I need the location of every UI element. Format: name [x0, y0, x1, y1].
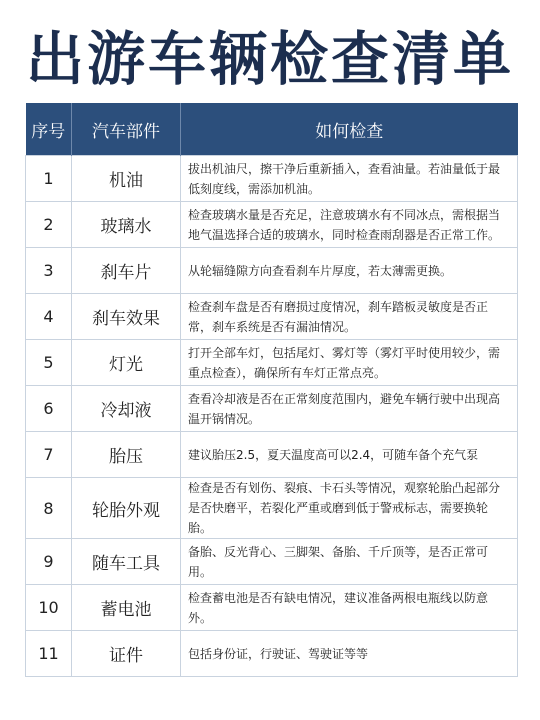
row-part: 轮胎外观 — [72, 478, 181, 539]
table-row — [26, 294, 518, 340]
row-part: 蓄电池 — [72, 585, 181, 631]
checklist-table-container — [25, 103, 517, 677]
row-how: 检查蓄电池是否有缺电情况，建议准备两根电瓶线以防意外。 — [181, 585, 518, 631]
row-index: 1 — [26, 156, 72, 202]
header-index: 序号 — [26, 103, 72, 156]
row-index: 4 — [26, 294, 72, 340]
row-part: 玻璃水 — [72, 202, 181, 248]
row-part: 冷却液 — [72, 386, 181, 432]
header-part: 汽车部件 — [72, 103, 181, 156]
table-row — [26, 386, 518, 432]
row-part: 随车工具 — [72, 539, 181, 585]
row-index: 3 — [26, 248, 72, 294]
row-index: 9 — [26, 539, 72, 585]
table-row — [26, 539, 518, 585]
row-part: 刹车效果 — [72, 294, 181, 340]
row-part: 胎压 — [72, 432, 181, 478]
row-how: 查看冷却液是否在正常刻度范围内，避免车辆行驶中出现高温开锅情况。 — [181, 386, 518, 432]
table-row — [26, 478, 518, 539]
row-how: 检查是否有划伤、裂痕、卡石头等情况，观察轮胎凸起部分是否快磨平，若裂化严重或磨到低于警戒标志，需要换轮胎。 — [181, 478, 518, 539]
table-row — [26, 202, 518, 248]
row-how: 拔出机油尺，擦干净后重新插入，查看油量。若油量低于最低刻度线，需添加机油。 — [181, 156, 518, 202]
table-row — [26, 432, 518, 478]
row-index: 8 — [26, 478, 72, 539]
row-part: 证件 — [72, 631, 181, 677]
page-title: 出游车辆检查清单 — [25, 25, 514, 93]
row-how: 检查刹车盘是否有磨损过度情况，刹车踏板灵敏度是否正常，刹车系统是否有漏油情况。 — [181, 294, 518, 340]
table-row — [26, 248, 518, 294]
row-index: 11 — [26, 631, 72, 677]
table-row — [26, 156, 518, 202]
row-how: 检查玻璃水量是否充足，注意玻璃水有不同冰点，需根据当地气温选择合适的玻璃水，同时检查雨刮器是否正常工作。 — [181, 202, 518, 248]
row-index: 10 — [26, 585, 72, 631]
row-part: 刹车片 — [72, 248, 181, 294]
table-row — [26, 585, 518, 631]
row-part: 机油 — [72, 156, 181, 202]
row-how: 打开全部车灯，包括尾灯、雾灯等（雾灯平时使用较少，需重点检查），确保所有车灯正常点亮。 — [181, 340, 518, 386]
header-how: 如何检查 — [181, 103, 518, 156]
row-how: 备胎、反光背心、三脚架、备胎、千斤顶等，是否正常可用。 — [181, 539, 518, 585]
row-index: 5 — [26, 340, 72, 386]
row-index: 2 — [26, 202, 72, 248]
table-row — [26, 340, 518, 386]
checklist-table — [25, 103, 518, 677]
row-index: 7 — [26, 432, 72, 478]
table-header — [26, 103, 518, 156]
row-how: 建议胎压2.5，夏天温度高可以2.4，可随车备个充气泵 — [181, 432, 518, 478]
row-part: 灯光 — [72, 340, 181, 386]
row-how: 从轮辐缝隙方向查看刹车片厚度，若太薄需更换。 — [181, 248, 518, 294]
row-how: 包括身份证，行驶证、驾驶证等等 — [181, 631, 518, 677]
row-index: 6 — [26, 386, 72, 432]
table-row — [26, 631, 518, 677]
